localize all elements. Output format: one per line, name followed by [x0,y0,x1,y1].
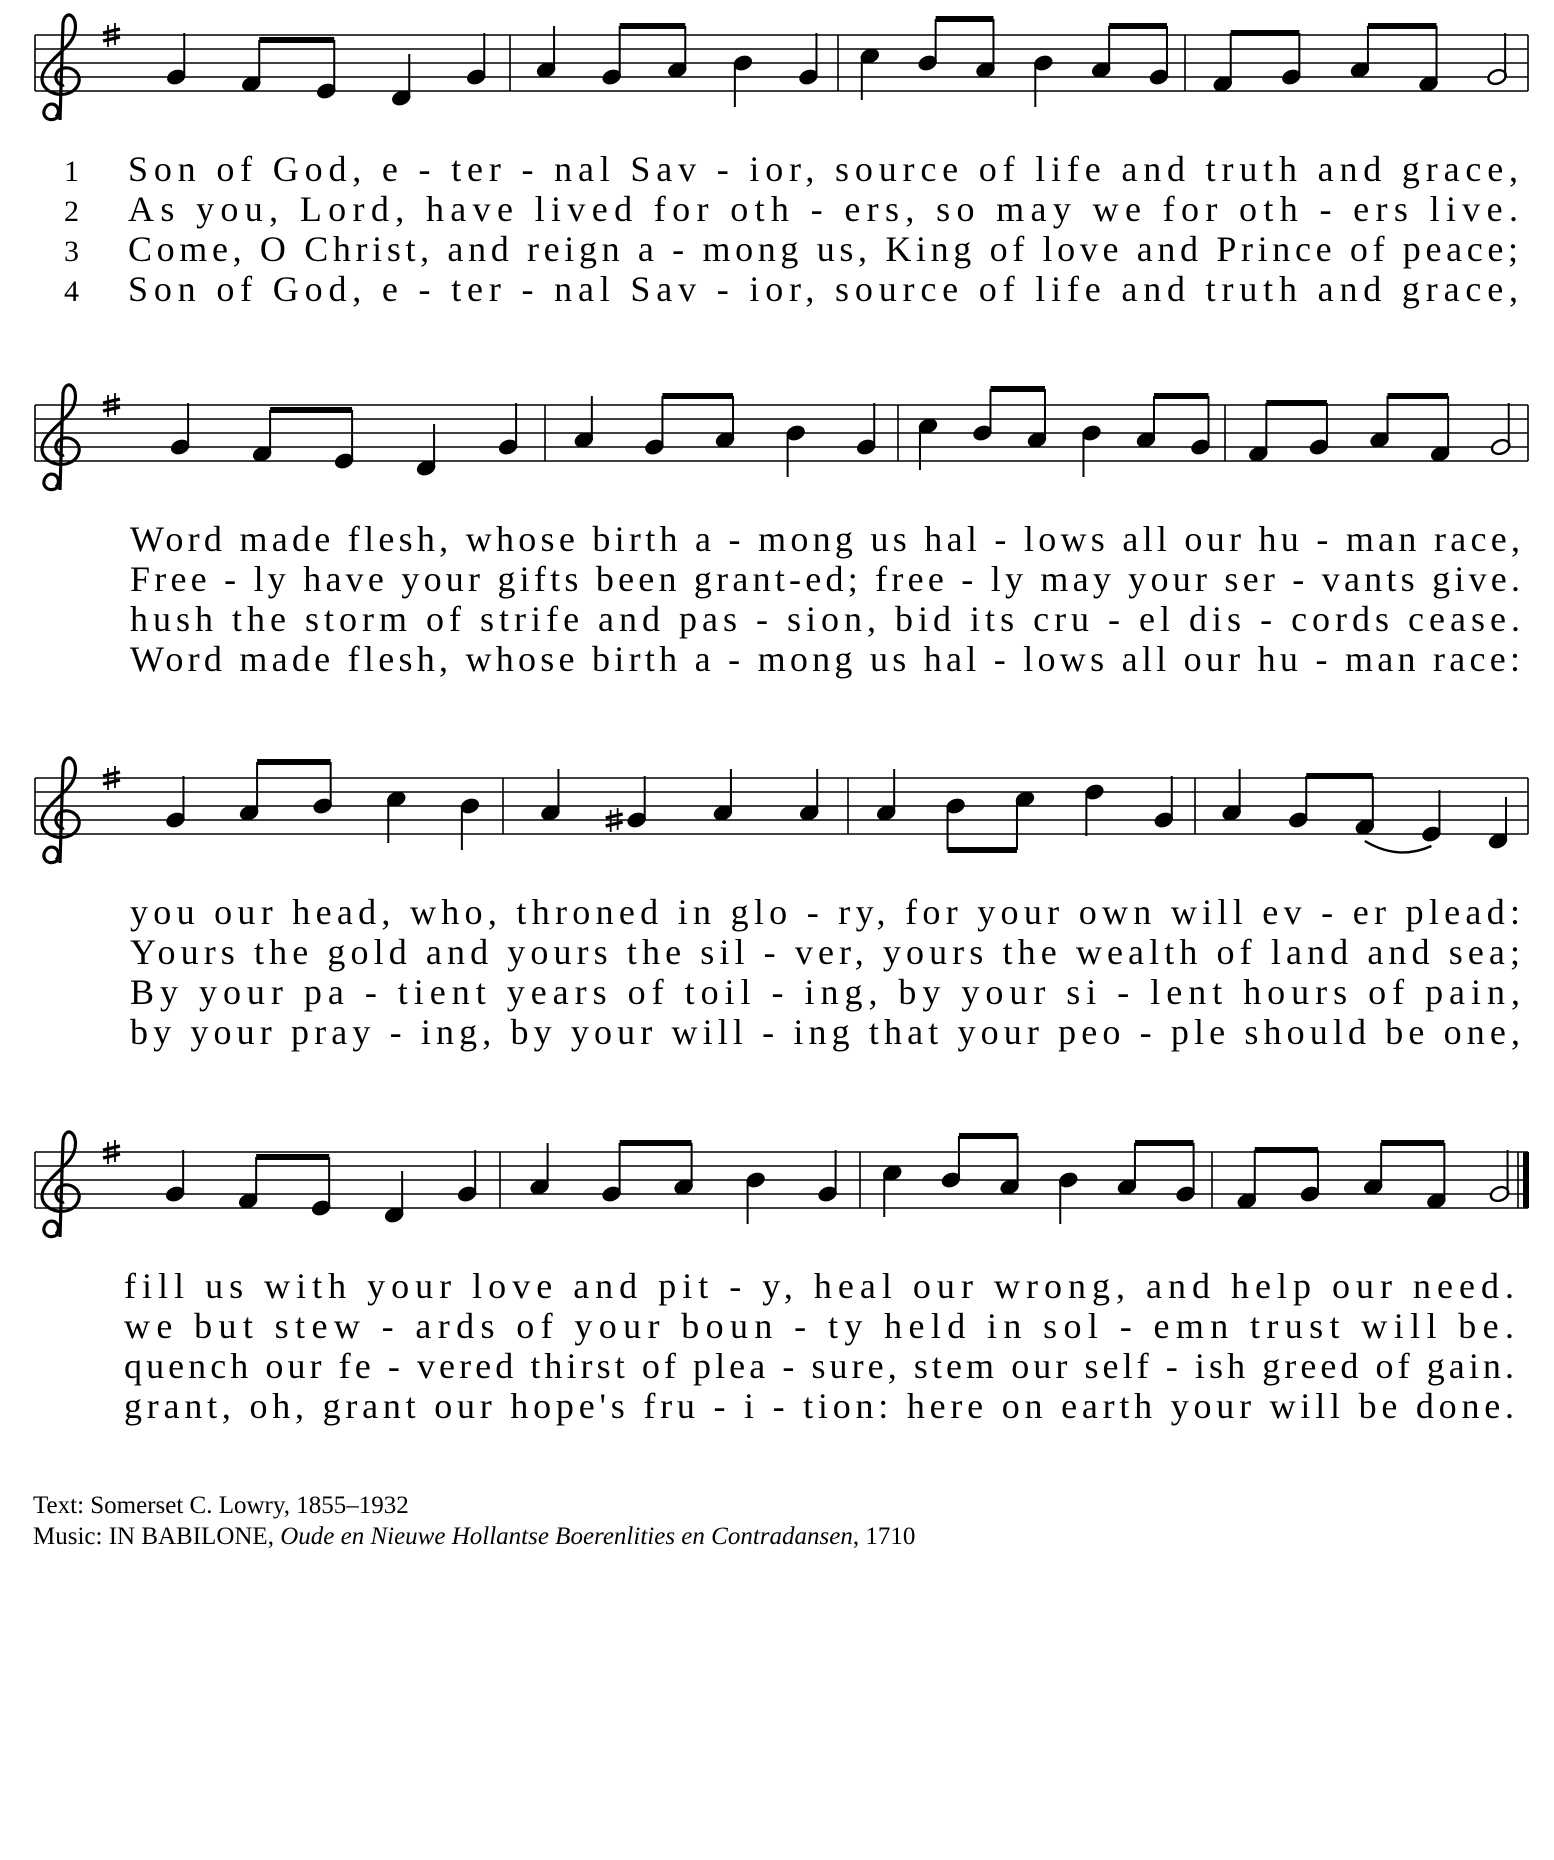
hymn-credits [33,1490,915,1552]
lyric-line: Son of God, e - ter - nal Sav - ior, source of life and truth and grace, [128,149,1518,189]
sharp-bar [103,780,120,784]
music-credit-source: Oude en Nieuwe Hollantse Boerenlities en Contradansen [280,1523,853,1550]
treble-clef [42,15,79,120]
lyric-line: Word made flesh, whose birth a - mong us hal - lows all our hu - man race, [130,519,1520,559]
staff [35,778,1528,834]
text-credit: Text: Somerset C. Lowry, 1855–1932 [33,1492,409,1519]
verse-number: 3 [64,235,79,268]
sharp-bar [103,37,120,41]
lyric-line: grant, oh, grant our hope's fru - i - tion: here on earth your will be done. [124,1386,1514,1426]
treble-clef [42,758,79,863]
lyric-line: Son of God, e - ter - nal Sav - ior, source of life and truth and grace, [128,269,1518,309]
sharp-bar [103,399,120,403]
sharp-bar [103,29,120,33]
sharp-bar [606,822,623,826]
lyric-line: Come, O Christ, and reign a - mong us, King of love and Prince of peace; [128,229,1518,269]
music-credit [33,1521,915,1552]
treble-clef [42,385,79,490]
sharp-bar [103,1154,120,1158]
lyric-line: fill us with your love and pit - y, heal our wrong, and help our need. [124,1266,1515,1306]
lyric-line: Yours the gold and yours the sil - ver, yours the wealth of land and sea; [130,932,1521,972]
music-system-3 [35,758,1528,1052]
lyric-line: hush the storm of strife and pas - sion, bid its cru - el dis - cords cease. [130,599,1521,639]
treble-clef [42,1132,79,1237]
music-credit-suffix: , 1710 [852,1523,916,1550]
music-credit-prefix: Music: IN BABILONE, [33,1523,281,1550]
lyric-line: Free - ly have your gifts been grant-ed; free - ly may your ser - vants give. [130,559,1520,599]
lyric-line: Word made flesh, whose birth a - mong us hal - lows all our hu - man race: [130,639,1521,679]
slur [1365,841,1432,852]
lyric-line: quench our fe - vered thirst of plea - sure, stem our self - ish greed of gain. [124,1346,1515,1386]
music-system-1 [35,15,1528,309]
verse-number: 4 [64,275,79,308]
music-system-2 [35,385,1528,679]
music-system-4 [35,1132,1528,1426]
verse-number: 2 [64,195,79,228]
sharp-bar [103,407,120,411]
lyric-line: by your pray - ing, by your will - ing that your peo - ple should be one, [130,1012,1521,1052]
verse-number: 1 [64,155,79,188]
sharp-bar [606,814,623,818]
lyric-line: As you, Lord, have lived for oth - ers, so may we for oth - ers live. [128,189,1519,229]
lyric-line: we but stew - ards of your boun - ty held in sol - emn trust will be. [124,1306,1515,1346]
lyric-line: you our head, who, throned in glo - ry, for your own will ev - er plead: [130,892,1521,932]
lyric-line: By your pa - tient years of toil - ing, by your si - lent hours of pain, [130,972,1521,1012]
sharp-bar [103,1146,120,1150]
sharp-bar [103,772,120,776]
